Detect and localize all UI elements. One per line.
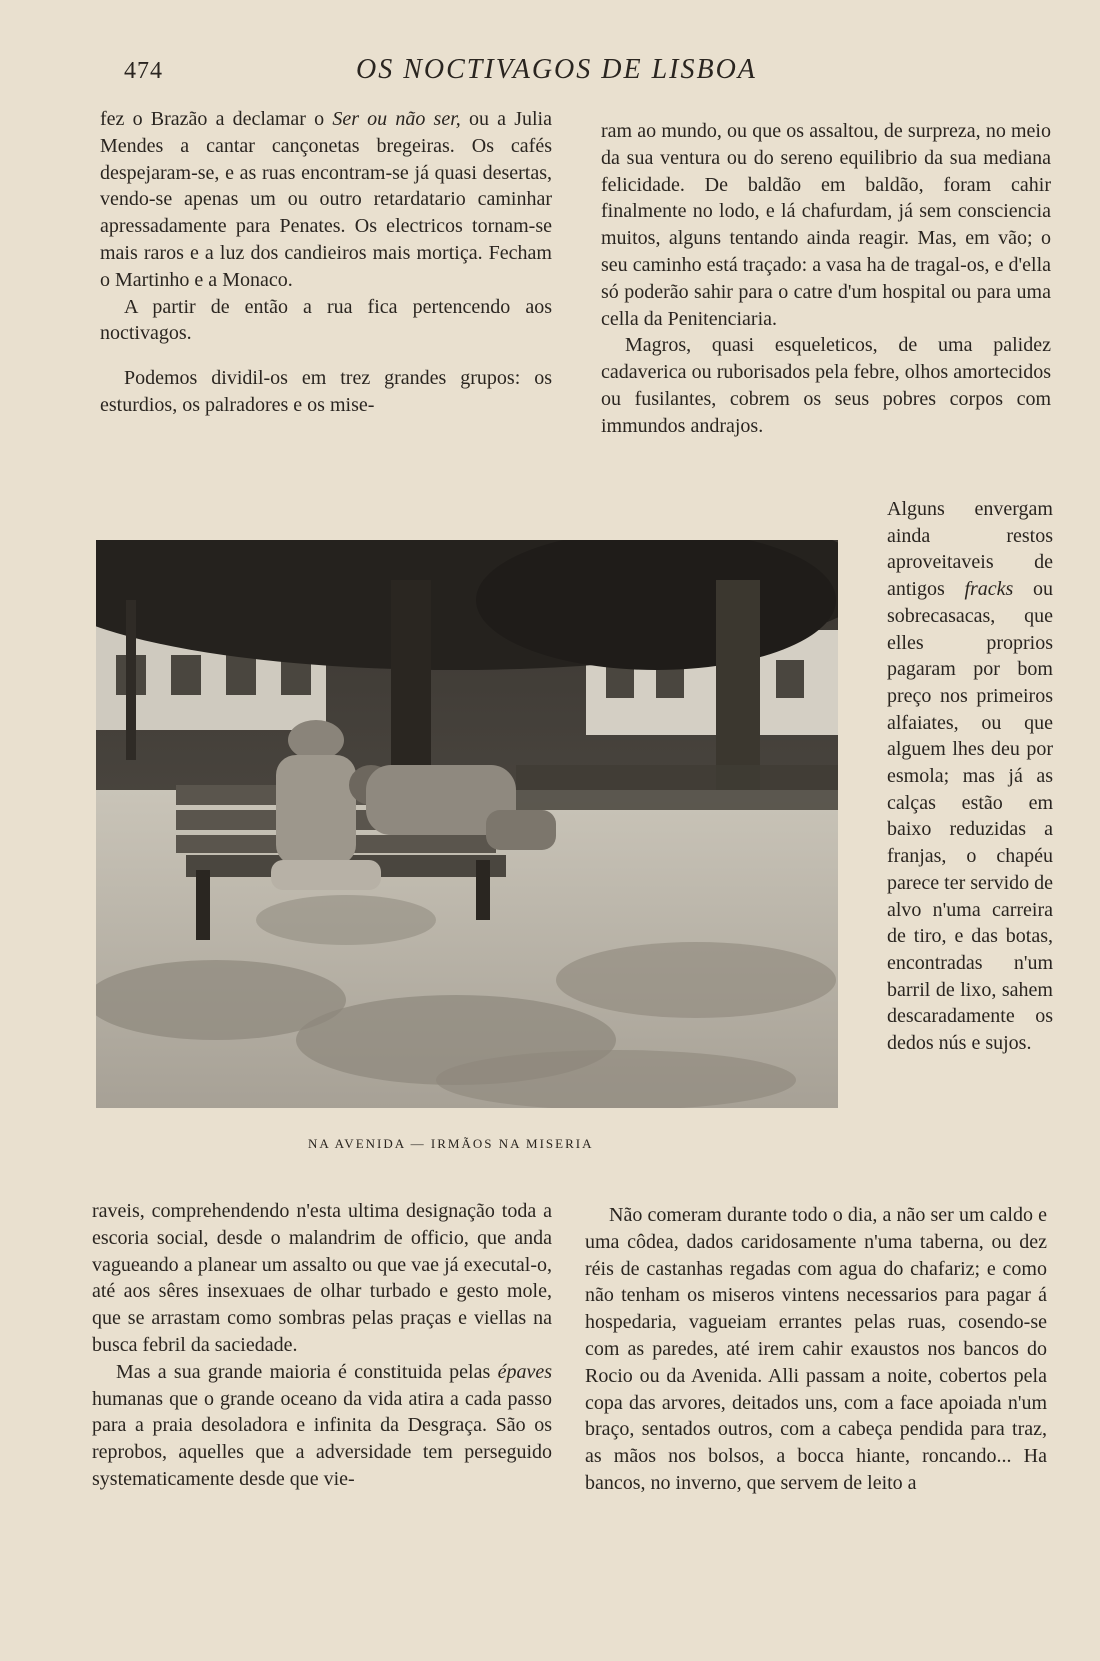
left-column-top (100, 106, 552, 419)
paragraph: fez o Brazão a declamar o Ser ou não ser, ou a Julia Mendes a cantar cançonetas bregeiras. Os cafés despejaram-se, e as ruas encontram-se já quasi desertas, vendo-se apenas um ou outro retardatario caminhar apressadamente para Penates. Os electricos tornam-se mais raros e a luz dos candieiros mais mortiça. Fecham o Martinho e a Monaco. (100, 108, 552, 291)
paragraph: Podemos dividil-os em trez grandes grupos: os esturdios, os palradores e os mise- (100, 367, 552, 416)
running-title: OS NOCTIVAGOS DE LISBOA (356, 54, 757, 85)
paragraph: ram ao mundo, ou que os assaltou, de surpreza, no meio da sua ventura ou do sereno equilibrio da sua mediana felicidade. De baldão em baldão, foram cahir finalmente no lodo, e lá chafurdam, já sem consciencia muitos, alguns tentando ainda reagir. Mas, em vão; o seu caminho está traçado: a vasa ha de tragal-os, e d'ella só poderão sahir para o catre d'um hospital ou para uma cella da Penitenciaria. (601, 120, 1051, 330)
paragraph: Magros, quasi esqueleticos, de uma palidez cadaverica ou ruborisados pela febre, olhos amortecidos ou fusilantes, cobrem os seus pobres corpos com immundos andrajos. (601, 334, 1051, 437)
paragraph: Não comeram durante todo o dia, a não ser um caldo e uma côdea, dados caridosamente n'uma taberna, ou dez réis de castanhas regadas com agua do chafariz; e como não tenham os miseros vintens necessarios para pagar á hospedaria, vagueiam errantes pelas ruas, cosendo-se com as paredes, até irem cahir exaustos nos bancos do Rocio ou da Avenida. Alli passam a noite, cobertos pela copa das arvores, deitados uns, com a face apoiada n'um braço, sentados outros, com a cabeça pendida para traz, as mãos nos bolsos, a bocca hiante, roncando... Ha bancos, no inverno, que servem de leito a (585, 1204, 1047, 1494)
wrapped-text-column: Alguns envergam ainda restos aproveitaveis de antigos fracks ou sobrecasacas, que elles proprios pagaram por bom preço nos primeiros alfaiates, ou que alguem lhes deu por esmola; mas já as calças estão em baixo reduzidas a franjas, o chapéu parece ter servido de alvo n'uma carreira de tiro, e das botas, encontradas n'um barril de lixo, sahem descaradamente os dedos nús e sujos. (887, 498, 1054, 1055)
paragraph: Mas a sua grande maioria é constituida pelas épaves humanas que o grande oceano da vida atira a cada passo para a praia desoladora e infinita da Desgraça. São os reprobos, aquelles que a adversidade tem perseguido systematicamente desde que vie- (92, 1360, 552, 1490)
right-column-bottom (585, 1202, 1047, 1497)
left-column-bottom (92, 1198, 552, 1493)
photograph-two-men-on-bench (96, 540, 838, 1108)
paragraph: A partir de então a rua fica pertencendo aos noctivagos. (100, 295, 552, 345)
right-column-top (601, 118, 1051, 440)
page-number: 474 (124, 58, 163, 84)
paragraph: raveis, comprehendendo n'esta ultima designação toda a escoria social, desde o malandrim de officio, que anda vagueando a planear um assalto ou que vae já executal-o, até aos sêres insexuaes de olhar turbado e gesto mole, que se arrastam como sombras pelas praças e viellas na busca febril da saciedade. (92, 1200, 552, 1356)
page-header (120, 52, 1060, 92)
photo-caption: NA AVENIDA — IRMÃOS NA MISERIA (308, 1136, 594, 1151)
